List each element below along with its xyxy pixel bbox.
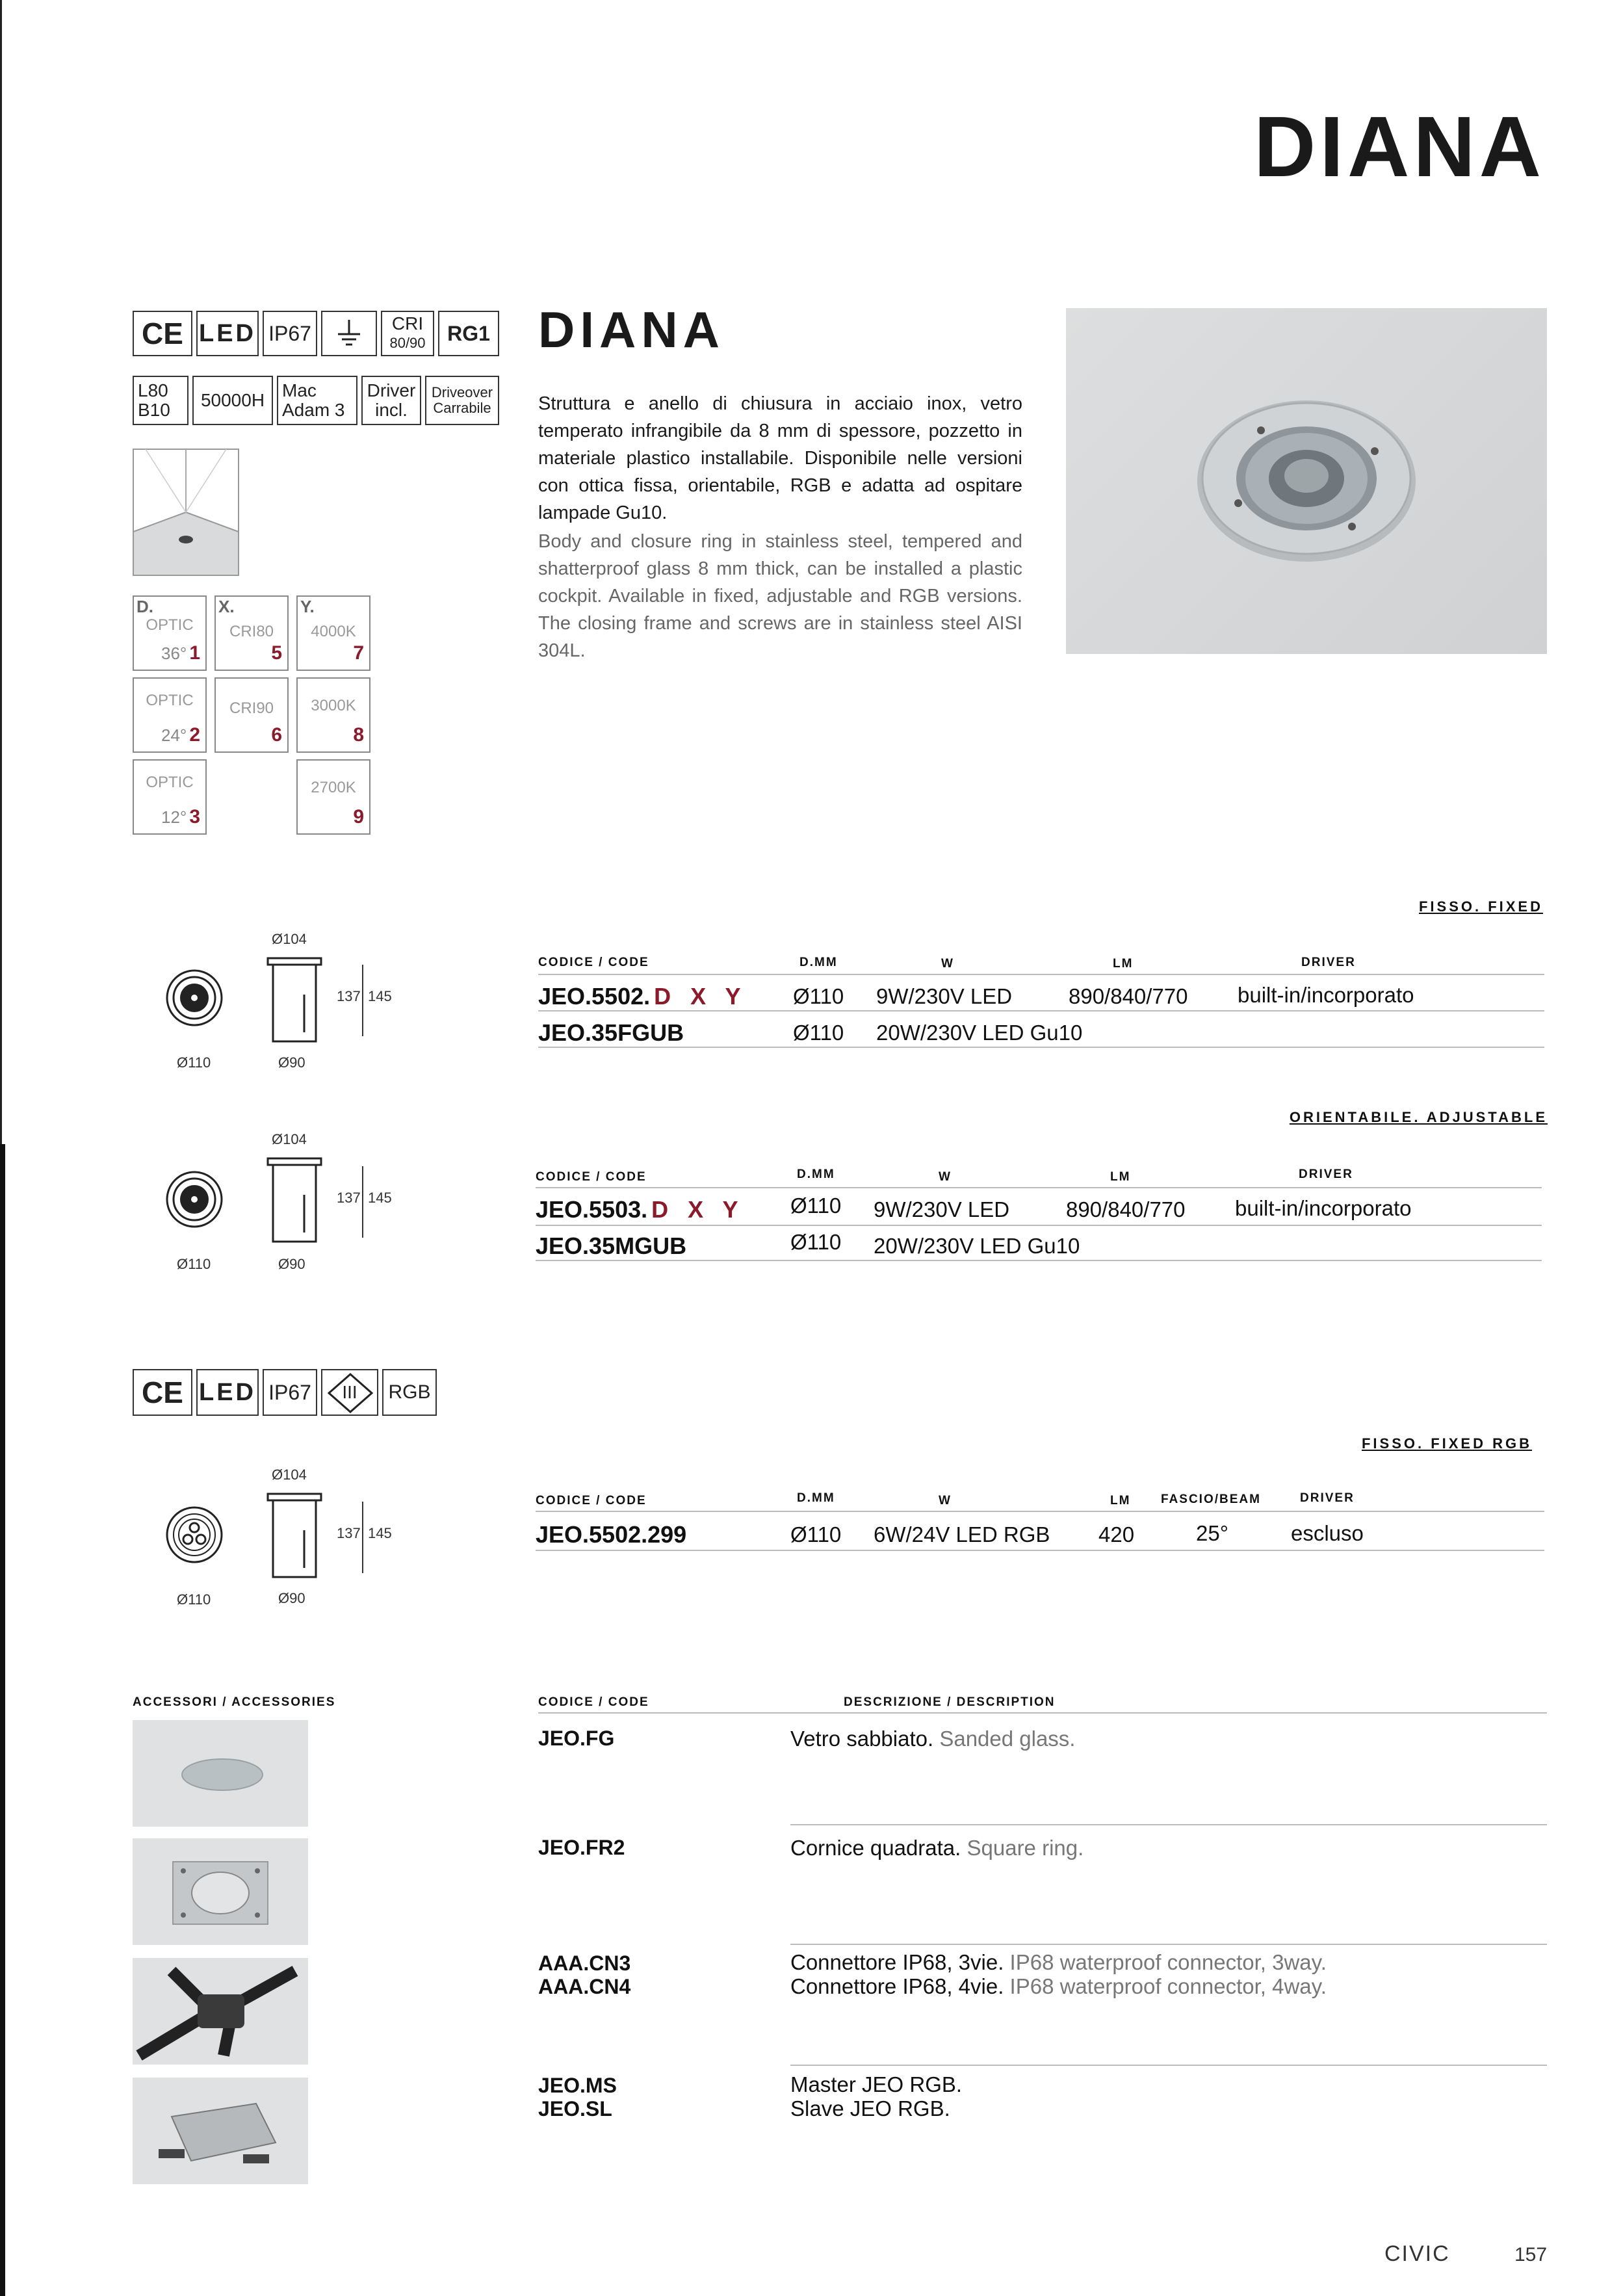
cell-w: 20W/230V LED Gu10 xyxy=(874,1234,1080,1258)
carrabile-label: Carrabile xyxy=(433,400,491,416)
row-divider xyxy=(536,1225,1542,1226)
cri-option-label: CRI80 xyxy=(229,623,274,640)
class-iii-label: III xyxy=(342,1382,357,1402)
cct-option-7 xyxy=(296,595,370,671)
l80-label: L80 xyxy=(138,380,168,400)
accessory-photo-ring xyxy=(133,1838,308,1945)
dim-d90: Ø90 xyxy=(278,1256,305,1272)
accessory-desc xyxy=(790,1950,1327,1998)
code-variant: D X Y xyxy=(651,1196,745,1223)
product-photo xyxy=(1066,308,1547,654)
dim-d110: Ø110 xyxy=(177,1054,211,1071)
row-divider xyxy=(536,1511,1544,1512)
adam-label: Adam 3 xyxy=(282,400,345,420)
led-badge: LED xyxy=(196,1369,259,1416)
rgb-front-view-icon xyxy=(165,1506,224,1567)
description-it: Struttura e anello di chiusura in acciaio inox, vetro temperato infrangibile da 8 mm di spessore, pozzetto in materiale plastico installabile. Disponibile nelle versioni con ottica fissa, orientabile, RGB e adatta ad ospitare lampade Gu10. xyxy=(538,393,1022,523)
product-code xyxy=(536,1196,745,1223)
col-code: CODICE / CODE xyxy=(536,1494,647,1507)
ce-mark-icon: CE xyxy=(133,1369,192,1416)
col-lm: LM xyxy=(1113,957,1134,971)
cell-lm: 890/840/770 xyxy=(1069,984,1188,1008)
dim-145: 145 xyxy=(368,1190,392,1206)
macadam-badge xyxy=(277,376,357,425)
col-driver: DRIVER xyxy=(1299,1168,1353,1181)
optic-code: 2 xyxy=(189,724,200,746)
optic-option-3 xyxy=(133,759,207,835)
desc-en: IP68 waterproof connector, 4way. xyxy=(1004,1974,1327,1998)
dim-145: 145 xyxy=(368,1525,392,1541)
code-variant: D X Y xyxy=(654,983,747,1010)
accessory-code: JEO.FR2 xyxy=(538,1836,625,1859)
cell-beam: 25° xyxy=(1196,1521,1228,1545)
ip67-badge: IP67 xyxy=(263,311,317,356)
accessory-code: AAA.CN3 xyxy=(538,1951,631,1975)
accessory-code: JEO.SL xyxy=(538,2097,612,2120)
dim-divider xyxy=(362,1502,363,1573)
cri-option-code: 6 xyxy=(271,724,282,746)
row-divider xyxy=(536,1260,1542,1261)
product-code: JEO.35FGUB xyxy=(538,1019,684,1046)
cri-option-5 xyxy=(214,595,289,671)
optic-angle: 12° xyxy=(161,807,187,827)
dim-137: 137 xyxy=(337,988,361,1004)
cct-option-label: 3000K xyxy=(311,697,356,714)
dim-d104: Ø104 xyxy=(272,1131,307,1147)
col-w: W xyxy=(939,1494,952,1507)
row-divider xyxy=(536,1187,1542,1188)
beam-diagram xyxy=(133,449,239,576)
desc-en: Sanded glass. xyxy=(933,1727,1076,1751)
cell-w: 6W/24V LED RGB xyxy=(874,1522,1050,1546)
row-divider xyxy=(538,1010,1544,1011)
dim-145: 145 xyxy=(368,988,392,1004)
b10-label: B10 xyxy=(138,400,170,420)
cri-option-label: CRI90 xyxy=(229,699,274,717)
accessory-photo-glass xyxy=(133,1720,308,1827)
cct-option-label: 4000K xyxy=(311,623,356,640)
row-divider xyxy=(538,1047,1544,1048)
front-view-icon xyxy=(165,969,224,1030)
acc-col-code: CODICE / CODE xyxy=(538,1695,649,1709)
accessory-desc xyxy=(790,2072,962,2120)
optic-option-1 xyxy=(133,595,207,671)
driver-label: Driver xyxy=(367,380,416,400)
accessories-title: ACCESSORI / ACCESSORIES xyxy=(133,1695,336,1709)
dim-d90: Ø90 xyxy=(278,1054,305,1071)
cell-lm: 890/840/770 xyxy=(1066,1197,1186,1221)
col-code: CODICE / CODE xyxy=(536,1170,647,1184)
desc-it: Slave JEO RGB. xyxy=(790,2096,950,2120)
cell-driver: built-in/incorporato xyxy=(1235,1196,1412,1220)
cri-value: 80/90 xyxy=(389,335,426,351)
rg1-badge: RG1 xyxy=(438,311,499,356)
col-lm: LM xyxy=(1110,1170,1131,1184)
side-view-icon xyxy=(266,956,322,1050)
dim-divider xyxy=(362,965,363,1036)
cri-label: CRI xyxy=(391,313,424,333)
cri-option-6 xyxy=(214,677,289,753)
col-beam: FASCIO/BEAM xyxy=(1161,1493,1261,1506)
description-en: Body and closure ring in stainless steel, tempered and shatterproof glass 8 mm thick, can be installed a plastic cockpit. Available in fixed, adjustable and RGB versions. The closing frame and screws are in stainless steel AISI 304L. xyxy=(538,531,1022,661)
x-header: X. xyxy=(218,597,235,616)
row-divider xyxy=(536,1550,1544,1551)
cell-w: 9W/230V LED xyxy=(874,1197,1010,1221)
col-dmm: D.MM xyxy=(799,956,838,969)
desc-en: IP68 waterproof connector, 3way. xyxy=(1004,1950,1327,1974)
accessory-code: JEO.MS xyxy=(538,2074,617,2097)
driver-incl-badge xyxy=(361,376,421,425)
desc-it: Connettore IP68, 3vie. xyxy=(790,1950,1004,1974)
page-number: 157 xyxy=(1514,2244,1548,2265)
desc-en: Square ring. xyxy=(961,1836,1084,1860)
code-base: JEO.5503. xyxy=(536,1196,648,1223)
optic-angle: 24° xyxy=(161,725,187,745)
optic-code: 3 xyxy=(189,806,200,828)
dim-d104: Ø104 xyxy=(272,1467,307,1483)
optic-label: OPTIC xyxy=(146,616,194,634)
incl-label: incl. xyxy=(375,400,408,420)
accessory-photo-connector xyxy=(133,1958,308,2065)
brand-logo: CIVIC xyxy=(1384,2241,1450,2266)
optic-label: OPTIC xyxy=(146,692,194,709)
dim-d104: Ø104 xyxy=(272,931,307,947)
cell-dmm: Ø110 xyxy=(790,1230,842,1254)
cct-option-code: 8 xyxy=(353,724,364,746)
dim-d90: Ø90 xyxy=(278,1590,305,1606)
cell-w: 20W/230V LED Gu10 xyxy=(876,1021,1083,1045)
dim-divider xyxy=(362,1166,363,1238)
col-driver: DRIVER xyxy=(1301,956,1356,969)
d-header: D. xyxy=(136,597,153,616)
page-edge-line xyxy=(0,0,2,1144)
class-iii-icon xyxy=(321,1369,378,1416)
accessory-code: AAA.CN4 xyxy=(538,1975,631,1998)
accessory-codes xyxy=(538,1951,630,1998)
front-view-icon xyxy=(165,1170,224,1232)
page-title: DIANA xyxy=(1254,99,1545,194)
product-code: JEO.35MGUB xyxy=(536,1233,687,1259)
row-divider xyxy=(790,2065,1547,2066)
product-name: DIANA xyxy=(538,301,725,358)
side-view-icon xyxy=(266,1491,322,1585)
dim-137: 137 xyxy=(337,1525,361,1541)
cct-option-9 xyxy=(296,759,370,835)
accessory-code: JEO.FG xyxy=(538,1727,615,1750)
desc-it: Connettore IP68, 4vie. xyxy=(790,1974,1004,1998)
rgb-badge: RGB xyxy=(382,1369,437,1416)
optic-label: OPTIC xyxy=(146,774,194,791)
desc-it: Master JEO RGB. xyxy=(790,2072,963,2096)
accessory-codes xyxy=(538,2074,617,2120)
cell-lm: 420 xyxy=(1098,1522,1135,1546)
product-code: JEO.5502.299 xyxy=(536,1521,687,1548)
optic-code: 1 xyxy=(189,642,200,664)
y-header: Y. xyxy=(300,597,315,616)
led-badge: LED xyxy=(196,311,259,356)
col-w: W xyxy=(941,957,954,971)
cell-driver: escluso xyxy=(1291,1521,1364,1545)
mac-label: Mac xyxy=(282,380,317,400)
driveover-label: Driveover xyxy=(431,384,493,400)
cell-dmm: Ø110 xyxy=(790,1522,842,1546)
cell-dmm: Ø110 xyxy=(790,1194,842,1218)
dim-d110: Ø110 xyxy=(177,1591,211,1608)
fixed-section-title: FISSO. FIXED xyxy=(1418,898,1543,915)
cct-option-code: 7 xyxy=(353,642,364,664)
cct-option-8 xyxy=(296,677,370,753)
driveover-badge xyxy=(425,376,499,425)
side-view-icon xyxy=(266,1156,322,1250)
desc-it: Cornice quadrata. xyxy=(790,1836,961,1860)
cell-dmm: Ø110 xyxy=(793,984,844,1008)
page-edge-bar xyxy=(0,1144,5,2296)
row-divider xyxy=(790,1944,1547,1945)
accessory-desc xyxy=(790,1727,1075,1751)
col-driver: DRIVER xyxy=(1300,1491,1355,1505)
ip67-badge: IP67 xyxy=(263,1369,317,1416)
cri-option-code: 5 xyxy=(271,642,282,664)
code-base: JEO.5502. xyxy=(538,983,651,1010)
optic-option-2 xyxy=(133,677,207,753)
adjustable-section-title: ORIENTABILE. ADJUSTABLE xyxy=(1289,1109,1548,1125)
ground-icon xyxy=(321,311,377,356)
row-divider xyxy=(790,1824,1547,1825)
col-lm: LM xyxy=(1110,1494,1131,1507)
rgb-section-title: FISSO. FIXED RGB xyxy=(1361,1435,1532,1452)
optic-angle: 36° xyxy=(161,644,187,663)
dim-d110: Ø110 xyxy=(177,1256,211,1272)
dim-137: 137 xyxy=(337,1190,361,1206)
row-divider xyxy=(538,1712,1547,1714)
col-dmm: D.MM xyxy=(797,1168,835,1181)
cell-w: 9W/230V LED xyxy=(876,984,1013,1008)
col-dmm: D.MM xyxy=(797,1491,835,1505)
hours-badge: 50000H xyxy=(192,376,273,425)
col-w: W xyxy=(939,1170,952,1184)
cct-option-code: 9 xyxy=(353,806,364,828)
ce-mark-icon: CE xyxy=(133,311,192,356)
cell-dmm: Ø110 xyxy=(793,1021,844,1045)
accessory-desc xyxy=(790,1836,1084,1860)
l80-b10-badge xyxy=(133,376,188,425)
desc-it: Vetro sabbiato. xyxy=(790,1727,934,1751)
cct-option-label: 2700K xyxy=(311,779,356,796)
product-code xyxy=(538,983,747,1010)
row-divider xyxy=(538,974,1544,975)
accessory-photo-master-slave xyxy=(133,2078,308,2184)
cri-badge xyxy=(381,311,434,356)
col-code: CODICE / CODE xyxy=(538,956,649,969)
acc-col-desc: DESCRIZIONE / DESCRIPTION xyxy=(844,1695,1056,1709)
cell-driver: built-in/incorporato xyxy=(1238,983,1414,1007)
